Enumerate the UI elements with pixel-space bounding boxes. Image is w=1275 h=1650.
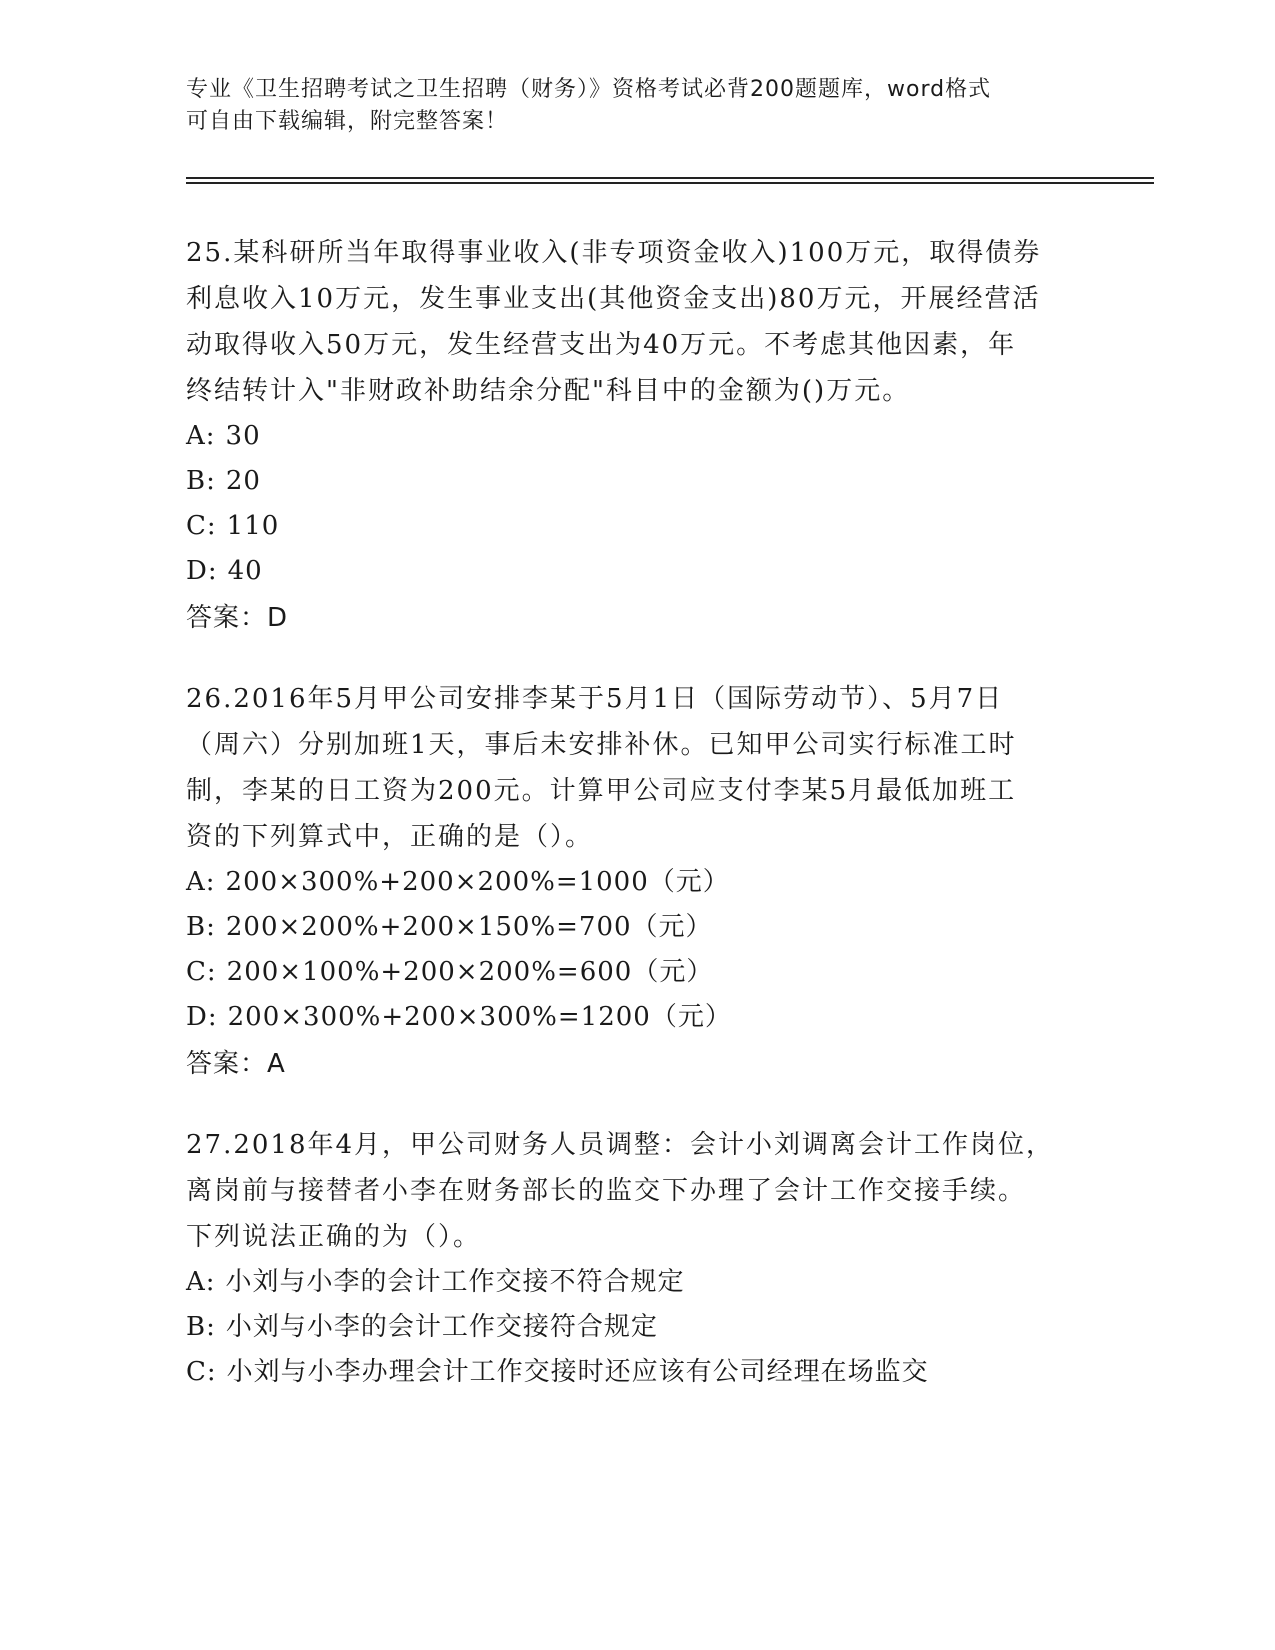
option-label: B: [186,912,216,942]
option-b [186,1305,1086,1350]
answer-text: 答案：A [186,1049,286,1079]
question-stem [186,676,1086,860]
question-26 [186,676,1086,1088]
option-label: A: [186,421,216,451]
option-text: 110 [226,511,280,541]
document-header [186,74,1086,138]
option-b [186,459,1086,504]
stem-line: 资的下列算式中，正确的是（）。 [186,822,594,852]
option-text: 20 [225,466,261,496]
header-title-line-1: 专业《卫生招聘考试之卫生招聘（财务）》资格考试必背200题题库，word格式 [186,77,992,102]
question-stem [186,1122,1086,1260]
option-label: A: [186,1267,216,1297]
option-d [186,549,1086,594]
stem-line: 27.2018年4月，甲公司财务人员调整：会计小刘调离会计工作岗位， [186,1130,1055,1160]
option-text: 200×300%+200×200%=1000（元） [225,867,730,897]
option-label: C: [186,511,217,541]
header-title-line-2: 可自由下载编辑，附完整答案！ [186,109,509,134]
header-divider-bottom [186,182,1154,184]
question-25 [186,230,1086,642]
option-text: 200×200%+200×150%=700（元） [225,912,713,942]
stem-line: 25.某科研所当年取得事业收入(非专项资金收入)100万元，取得债券 [186,238,1042,268]
answer-text: 答案：D [186,603,289,633]
option-a [186,414,1086,459]
option-label: A: [186,867,216,897]
question-list [186,230,1086,1429]
option-text: 200×100%+200×200%=600（元） [226,957,714,987]
option-c [186,504,1086,549]
option-label: B: [186,466,216,496]
stem-line: 终结转计入"非财政补助结余分配"科目中的金额为()万元。 [186,376,911,406]
option-text: 小刘与小李办理会计工作交接时还应该有公司经理在场监交 [226,1357,929,1387]
question-27 [186,1122,1086,1395]
stem-line: 26.2016年5月甲公司安排李某于5月1日（国际劳动节）、5月7日 [186,684,1004,714]
header-divider-top [186,177,1154,179]
option-text: 小刘与小李的会计工作交接符合规定 [225,1312,658,1342]
option-text: 30 [225,421,261,451]
option-text: 200×300%+200×300%=1200（元） [227,1002,732,1032]
option-text: 小刘与小李的会计工作交接不符合规定 [225,1267,685,1297]
option-label: D: [186,556,218,586]
option-c [186,1350,1086,1395]
stem-line: 利息收入10万元，发生事业支出(其他资金支出)80万元，开展经营活 [186,284,1041,314]
stem-line: 离岗前与接替者小李在财务部长的监交下办理了会计工作交接手续。 [186,1176,1027,1206]
option-label: C: [186,1357,217,1387]
option-text: 40 [227,556,263,586]
option-label: B: [186,1312,216,1342]
stem-line: 制，李某的日工资为200元。计算甲公司应支付李某5月最低加班工 [186,776,1017,806]
option-b [186,905,1086,950]
option-d [186,995,1086,1040]
option-a [186,1260,1086,1305]
question-stem [186,230,1086,414]
stem-line: 动取得收入50万元，发生经营支出为40万元。不考虑其他因素，年 [186,330,1017,360]
option-label: D: [186,1002,218,1032]
option-a [186,860,1086,905]
option-c [186,950,1086,995]
option-label: C: [186,957,217,987]
stem-line: 下列说法正确的为（）。 [186,1222,482,1252]
stem-line: （周六）分别加班1天，事后未安排补休。已知甲公司实行标准工时 [186,730,1017,760]
